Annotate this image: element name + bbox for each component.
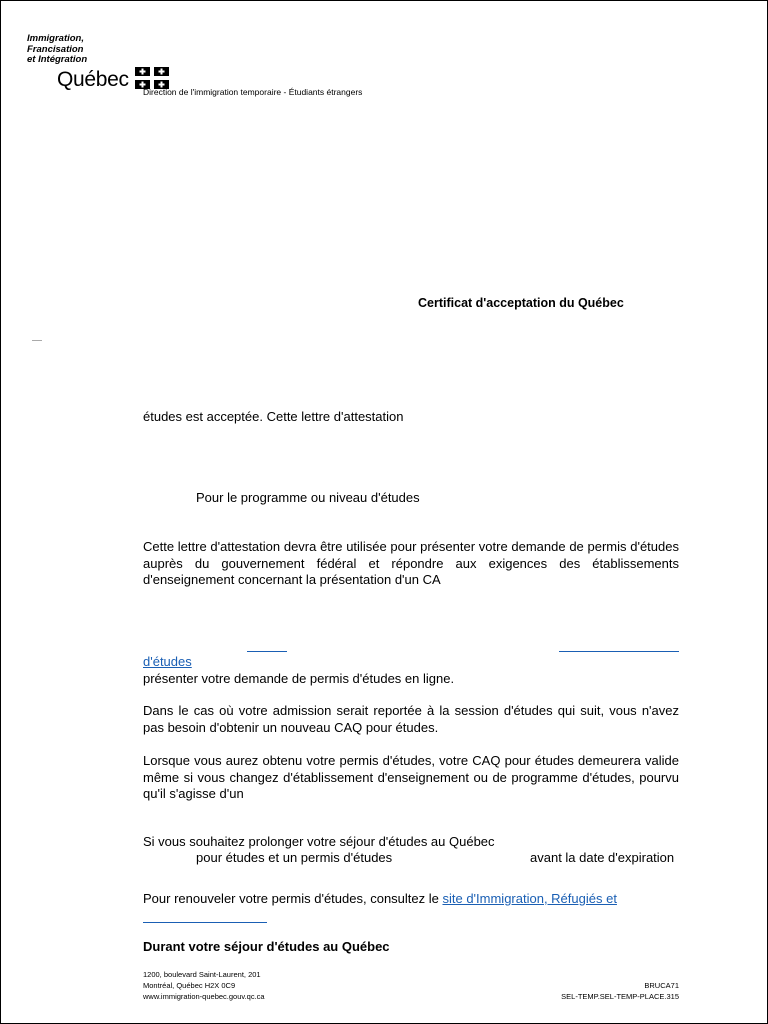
paragraph-acceptance: études est acceptée. Cette lettre d'attestation (143, 409, 404, 424)
quebec-wordmark: Québec (57, 68, 129, 91)
paragraph-extension-line2a: pour études et un permis d'études (196, 850, 393, 865)
paragraph-extension-line2b: avant la date d'expiration (530, 850, 675, 865)
footer-code-2: SEL-TEMP.SEL-TEMP-PLACE.315 (561, 992, 679, 1001)
certificate-title: Certificat d'acceptation du Québec (418, 296, 624, 310)
direction-label: Direction de l'immigration temporaire - Étudiants étrangers (143, 87, 363, 97)
etudes-link[interactable]: d'études (143, 654, 192, 669)
footer-code-1: BRUCA71 (644, 981, 679, 990)
paragraph-renewal (143, 891, 679, 908)
footer-website[interactable]: www.immigration-quebec.gouv.qc.ca (143, 992, 265, 1001)
paragraph-validity: Lorsque vous aurez obtenu votre permis d'études, votre CAQ pour études demeurera valide même si vous changez d'établissement d'enseignement ou de programme d'études, pourvu qu'il s'agisse d'un (143, 753, 679, 801)
section-heading: Durant votre séjour d'études au Québec (143, 939, 390, 954)
ircc-link-underline (143, 922, 267, 923)
paragraph-attestation: Cette lettre d'attestation devra être utilisée pour présenter votre demande de permis d'études auprès du gouvernement fédéral et répondre aux exigences des établissements d'enseignement concernant la présentation d'un CA (143, 539, 679, 587)
footer-address (143, 969, 265, 1002)
paragraph-renewal-text: Pour renouveler votre permis d'études, consultez le (143, 891, 439, 906)
margin-mark (32, 340, 42, 341)
paragraph-extension-line1: Si vous souhaitez prolonger votre séjour d'études au Québec (143, 834, 495, 849)
paragraph-postponed: Dans le cas où votre admission serait reportée à la session d'études qui suit, vous n'avez pas besoin d'obtenir un nouveau CAQ pour études. (143, 703, 679, 735)
paragraph-online-text: présenter votre demande de permis d'études en ligne. (143, 670, 455, 686)
footer-address-line-2: Montréal, Québec H2X 0C9 (143, 981, 236, 990)
ircc-site-link[interactable]: site d'Immigration, Réfugiés et (442, 891, 617, 906)
link-underline-left (247, 651, 287, 652)
ministry-logo (27, 34, 169, 94)
ministry-line-2: Francisation (27, 43, 84, 55)
ministry-line-1: Immigration, (27, 33, 85, 44)
paragraph-program: Pour le programme ou niveau d'études (196, 490, 420, 505)
footer-address-line-1: 1200, boulevard Saint-Laurent, 201 (143, 970, 261, 979)
ministry-name (27, 34, 169, 66)
paragraph-online (143, 654, 679, 687)
footer-codes (561, 980, 679, 1002)
link-underline-right (559, 651, 679, 652)
ministry-line-3: et Intégration (27, 54, 88, 65)
